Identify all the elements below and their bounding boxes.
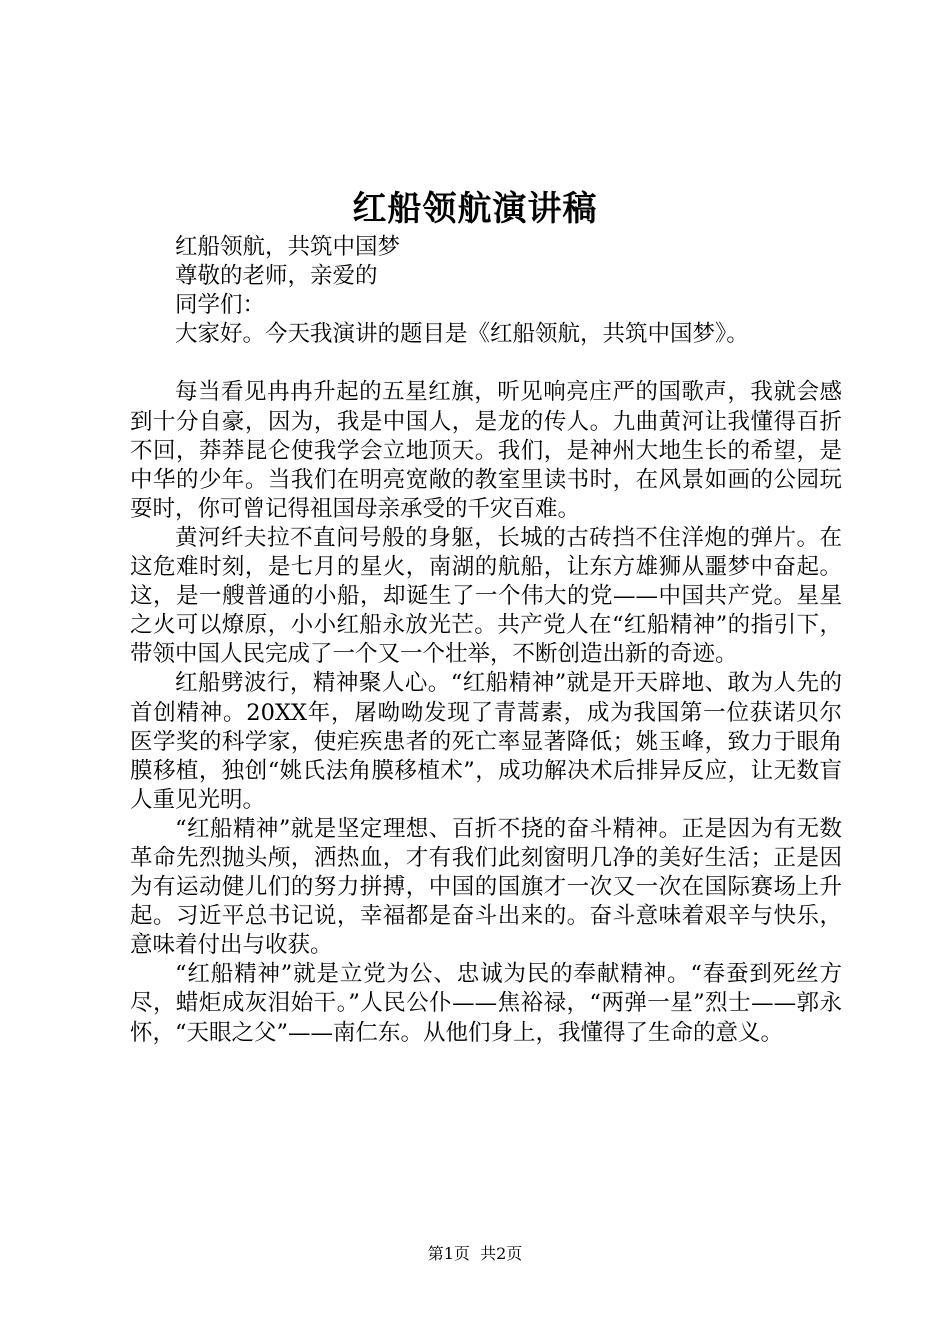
document-body <box>130 233 842 1048</box>
document-title: 红船领航演讲稿 <box>352 189 598 229</box>
intro-line-opening: 大家好。今天我演讲的题目是《红船领航，共筑中国梦》。 <box>175 321 749 348</box>
intro-line-greeting-cont: 同学们： <box>175 292 266 319</box>
paragraph-3: 红船劈波行，精神聚人心。“红船精神”就是开天辟地、敢为人先的首创精神。20XX年，屠呦呦发现了青蒿素，成为我国第一位获诺贝尔医学奖的科学家，使疟疾患者的死亡率显著降低；姚玉峰，致力于眼角膜移植，独创“姚氏法角膜移植术”，成功解决术后排异反应，让无数盲人重见光明。 <box>130 670 842 813</box>
page-number: 第1页 共2页 <box>427 1244 523 1263</box>
paragraph-1: 每当看见冉冉升起的五星红旗，听见响亮庄严的国歌声，我就会感到十分自豪，因为，我是中国人，是龙的传人。九曲黄河让我懂得百折不回，莽莽昆仑使我学会立地顶天。我们，是神州大地生长的希望，是中华的少年。当我们在明亮宽敞的教室里读书时，在风景如画的公园玩耍时，你可曾记得祖国母亲承受的千灾百难。 <box>130 379 842 522</box>
paragraph-2: 黄河纤夫拉不直问号般的身躯，长城的古砖挡不住洋炮的弹片。在这危难时刻，是七月的星火，南湖的航船，让东方雄狮从噩梦中奋起。这，是一艘普通的小船，却诞生了一个伟大的党——中国共产党。星星之火可以燎原，小小红船永放光芒。共产党人在“红船精神”的指引下，带领中国人民完成了一个又一个壮举，不断创造出新的奇迹。 <box>130 524 842 668</box>
paragraph-4: “红船精神”就是坚定理想、百折不挠的奋斗精神。正是因为有无数革命先烈抛头颅，洒热血，才有我们此刻窗明几净的美好生活；正是因为有运动健儿们的努力拼搏，中国的国旗才一次又一次在国际赛场上升起。习近平总书记说，幸福都是奋斗出来的。奋斗意味着艰辛与快乐，意味着付出与收获。 <box>130 815 842 959</box>
paragraph-gap <box>130 349 842 378</box>
intro-line-greeting: 尊敬的老师，亲爱的 <box>175 263 378 290</box>
page-footer <box>0 1243 950 1265</box>
intro-line-subtitle: 红船领航，共筑中国梦 <box>175 234 401 260</box>
paragraph-5: “红船精神”就是立党为公、忠诚为民的奉献精神。“春蚕到死丝方尽，蜡炬成灰泪始干。”人民公仆——焦裕禄，“两弹一星”烈士——郭永怀，“天眼之父”——南仁东。从他们身上，我懂得了生命的意义。 <box>130 961 842 1046</box>
